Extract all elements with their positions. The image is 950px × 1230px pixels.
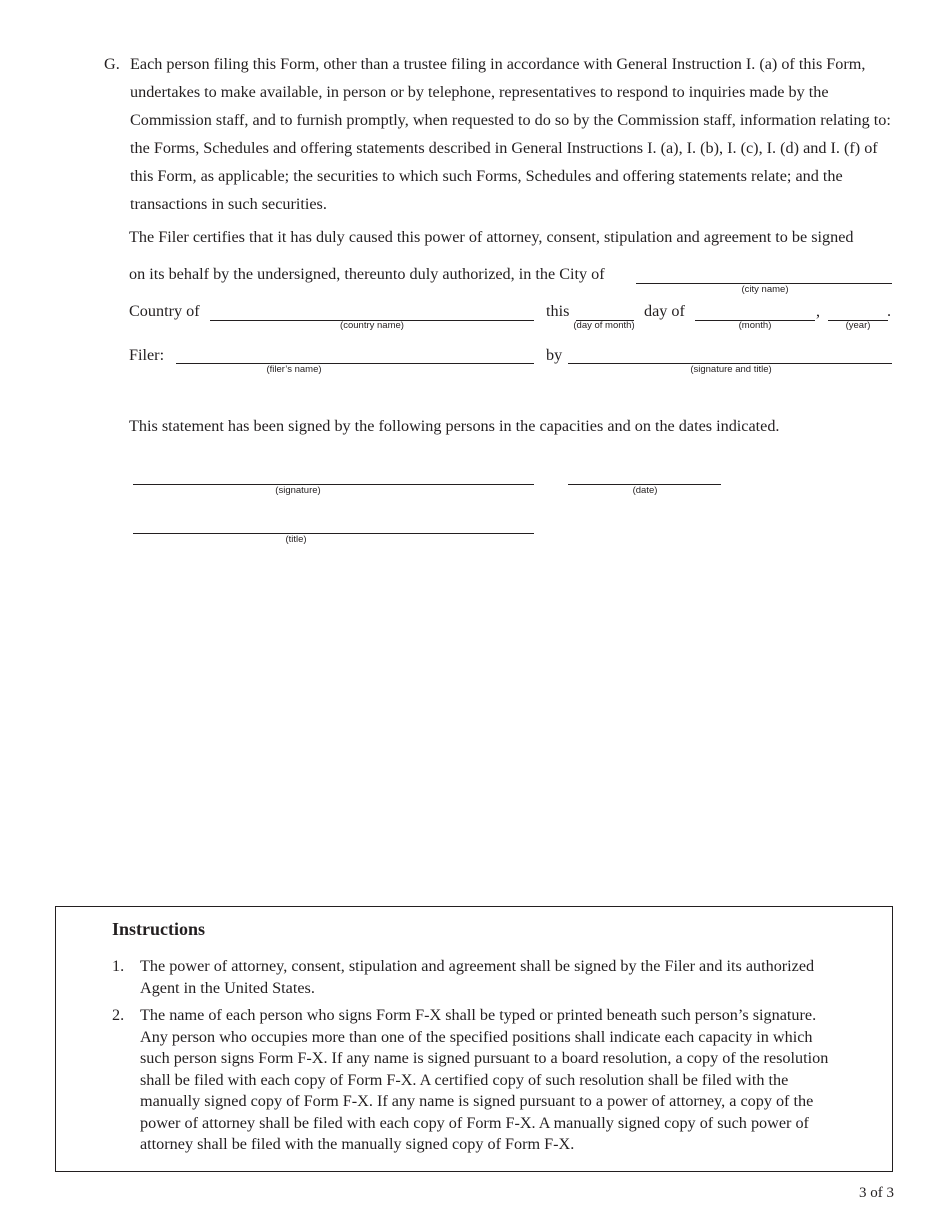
year-caption: (year)	[845, 320, 871, 331]
this-label: this	[546, 302, 570, 320]
certification-line-2: on its behalf by the undersigned, thereunto duly authorized, in the City of	[129, 265, 605, 283]
filer-label: Filer:	[129, 346, 165, 364]
instruction-text: The name of each person who signs Form F-X shall be typed or printed beneath such person’s signature. Any person who occupies more than one of the specified positions shall indicate each capacity in which such person signs Form F-X. If any name is signed pursuant to a board resolution, a copy of the resolution shall be filed with each copy of Form F-X. A certified copy of such resolution shall be filed with the manually signed copy of Form F-X. If any name is signed pursuant to a power of attorney, a copy of the power of attorney shall be filed with each copy of Form F-X. A manually signed copy of such power of attorney shall be filed with the manually signed copy of Form F-X.	[140, 1006, 829, 1153]
period: .	[887, 302, 892, 320]
instruction-text: The power of attorney, consent, stipulation and agreement shall be signed by the Filer and its authorized Agent in the United States.	[140, 957, 815, 997]
comma: ,	[816, 302, 821, 320]
title-field[interactable]	[133, 533, 534, 534]
date-caption: (date)	[632, 485, 658, 496]
signature-caption: (signature)	[275, 485, 321, 496]
instruction-number: 1.	[112, 957, 125, 975]
section-letter: G.	[104, 55, 120, 73]
city-caption: (city name)	[741, 284, 789, 295]
country-label: Country of	[129, 302, 200, 320]
page-number: 3 of 3	[859, 1185, 894, 1201]
certification-line-1: The Filer certifies that it has duly caused this power of attorney, consent, stipulation and agreement to be signed	[129, 228, 854, 246]
month-caption: (month)	[738, 320, 772, 331]
signed-statement-text: This statement has been signed by the following persons in the capacities and on the dates indicated.	[129, 417, 780, 435]
by-label: by	[546, 346, 563, 364]
day-of-label: day of	[644, 302, 685, 320]
section-g	[104, 50, 894, 218]
filer-caption: (filer’s name)	[266, 364, 322, 375]
instruction-item	[112, 1005, 842, 1156]
signature-field[interactable]	[133, 484, 534, 485]
signature-title-caption: (signature and title)	[690, 364, 772, 375]
instruction-number: 2.	[112, 1006, 125, 1024]
day-caption: (day of month)	[573, 320, 635, 331]
instructions-title: Instructions	[112, 919, 206, 939]
section-g-text: Each person filing this Form, other than a trustee filing in accordance with General Instruction I. (a) of this Form, undertakes to make available, in person or by telephone, representatives to respond to inquiries made by the Commission staff, and to furnish promptly, when requested to do so by the Commission staff, information relating to: the Forms, Schedules and offering statements described in General Instructions I. (a), I. (b), I. (c), I. (d) and I. (f) of this Form, as applicable; the securities to which such Forms, Schedules and offering statements relate; and the transactions in such securities.	[130, 55, 891, 213]
filer-name-field[interactable]	[176, 363, 534, 364]
title-caption: (title)	[285, 534, 307, 545]
instruction-item	[112, 956, 832, 999]
country-caption: (country name)	[340, 320, 404, 331]
